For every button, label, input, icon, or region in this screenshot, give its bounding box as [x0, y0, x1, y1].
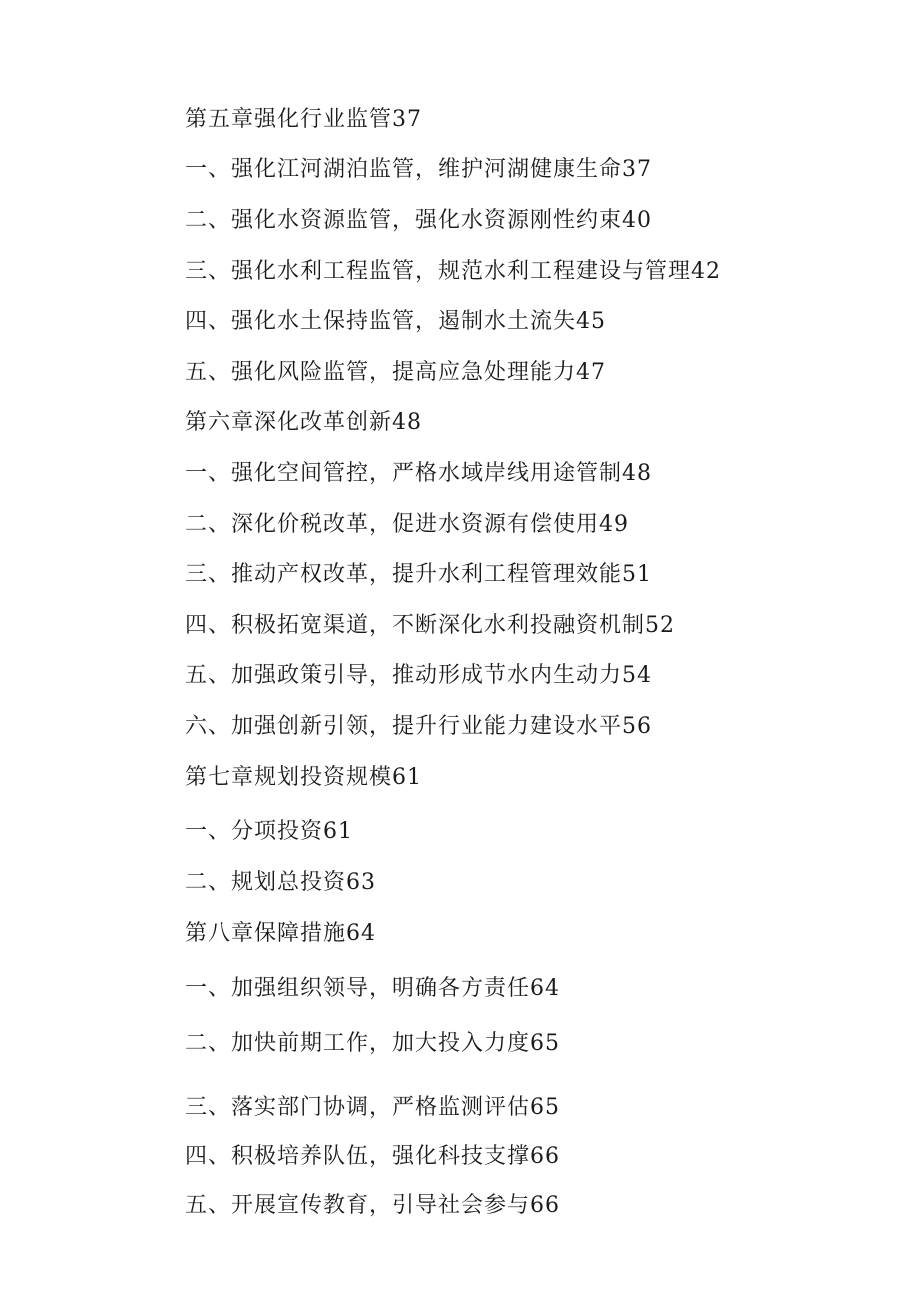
toc-section [185, 975, 560, 1003]
toc-title: 二、强化水资源监管，强化水资源刚性约束 [185, 208, 623, 233]
toc-chapter-8 [185, 920, 376, 948]
toc-section [185, 1143, 560, 1171]
toc-title: 四、积极拓宽渠道，不断深化水利投融资机制 [185, 613, 646, 638]
toc-page-number: 42 [691, 259, 722, 284]
toc-page-number: 64 [530, 976, 561, 1001]
toc-page-number: 51 [622, 562, 653, 587]
toc-title: 三、落实部门协调，严格监测评估 [185, 1095, 531, 1120]
toc-page-number: 37 [392, 107, 423, 132]
toc-title: 第五章强化行业监管 [185, 107, 393, 132]
toc-page-number: 49 [599, 512, 630, 537]
toc-title: 五、开展宣传教育，引导社会参与 [185, 1193, 531, 1218]
toc-title: 一、加强组织领导，明确各方责任 [185, 976, 531, 1001]
toc-section [185, 460, 652, 488]
toc-section [185, 612, 675, 640]
toc-page-number: 45 [576, 309, 607, 334]
toc-section [185, 1192, 560, 1220]
toc-page-number: 37 [622, 157, 653, 182]
toc-section [185, 359, 606, 387]
toc-page-number: 65 [530, 1095, 561, 1120]
toc-page-number: 40 [622, 208, 653, 233]
toc-section [185, 1030, 560, 1058]
toc-section [185, 662, 652, 690]
toc-title: 六、加强创新引领，提升行业能力建设水平 [185, 714, 623, 739]
toc-title: 第六章深化改革创新 [185, 410, 393, 435]
toc-title: 第七章规划投资规模 [185, 765, 393, 790]
toc-title: 四、强化水土保持监管，遏制水土流失 [185, 309, 577, 334]
toc-section [185, 1094, 560, 1122]
toc-section [185, 207, 652, 235]
toc-title: 一、强化空间管控，严格水域岸线用途管制 [185, 461, 623, 486]
toc-title: 二、规划总投资 [185, 870, 347, 895]
toc-page-number: 52 [645, 613, 676, 638]
toc-page-number: 56 [622, 714, 653, 739]
toc-section [185, 258, 721, 286]
toc-section [185, 869, 376, 897]
toc-title: 二、加快前期工作，加大投入力度 [185, 1031, 531, 1056]
toc-chapter-5 [185, 106, 422, 134]
toc-section [185, 511, 629, 539]
toc-title: 五、强化风险监管，提高应急处理能力 [185, 360, 577, 385]
toc-page-number: 61 [323, 819, 354, 844]
toc-page-number: 54 [622, 663, 653, 688]
toc-section [185, 713, 652, 741]
toc-page-number: 64 [346, 921, 377, 946]
toc-page-number: 47 [576, 360, 607, 385]
toc-page-number: 65 [530, 1031, 561, 1056]
toc-section [185, 818, 353, 846]
toc-section [185, 156, 652, 184]
toc-title: 一、分项投资 [185, 819, 324, 844]
toc-page-number: 48 [622, 461, 653, 486]
toc-chapter-6 [185, 409, 422, 437]
toc-title: 四、积极培养队伍，强化科技支撑 [185, 1144, 531, 1169]
toc-title: 三、强化水利工程监管，规范水利工程建设与管理 [185, 259, 692, 284]
toc-title: 第八章保障措施 [185, 921, 347, 946]
toc-page-number: 63 [346, 870, 377, 895]
toc-section [185, 561, 652, 589]
toc-title: 三、推动产权改革，提升水利工程管理效能 [185, 562, 623, 587]
toc-section [185, 308, 606, 336]
toc-page-number: 61 [392, 765, 423, 790]
toc-chapter-7 [185, 764, 422, 792]
toc-title: 五、加强政策引导，推动形成节水内生动力 [185, 663, 623, 688]
toc-page-number: 66 [530, 1193, 561, 1218]
toc-title: 一、强化江河湖泊监管，维护河湖健康生命 [185, 157, 623, 182]
toc-page-number: 66 [530, 1144, 561, 1169]
toc-page-number: 48 [392, 410, 423, 435]
toc-title: 二、深化价税改革，促进水资源有偿使用 [185, 512, 600, 537]
